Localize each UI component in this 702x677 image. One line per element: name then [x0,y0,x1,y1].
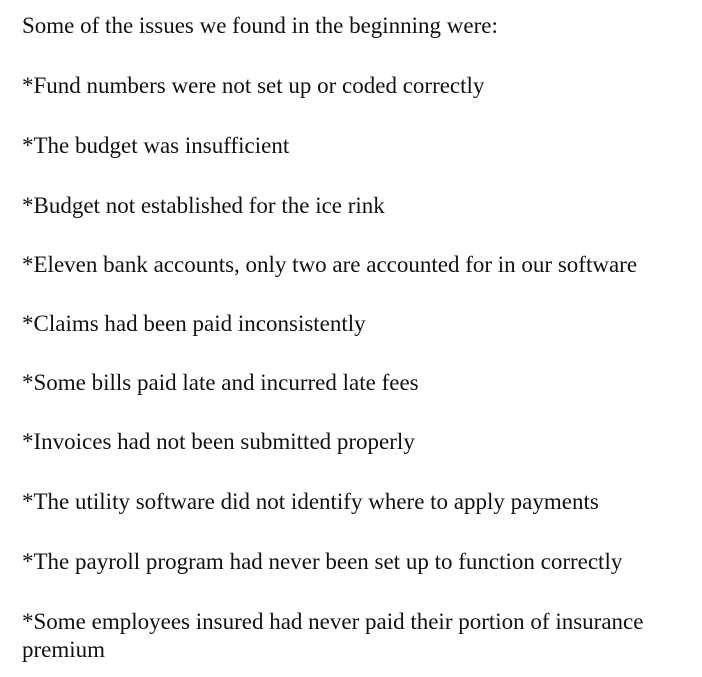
issue-text: Claims had been paid inconsistently [33,311,366,336]
issue-text: Some employees insured had never paid their portion of insurance premium [22,609,644,662]
list-item [22,428,415,456]
bullet-marker: * [22,193,34,218]
bullet-marker: * [22,429,34,454]
bullet-marker: * [22,489,34,514]
list-item [22,310,366,338]
list-item [22,488,599,516]
bullet-marker: * [22,252,34,277]
bullet-marker: * [22,311,34,336]
list-item [22,132,289,160]
bullet-marker: * [22,609,34,634]
list-item [22,251,637,279]
list-item [22,608,692,664]
list-item [22,548,622,576]
list-item [22,72,484,100]
bullet-marker: * [22,549,34,574]
issue-text: Eleven bank accounts, only two are accounted for in our software [33,252,638,277]
bullet-marker: * [22,73,34,98]
bullet-marker: * [22,370,34,395]
issue-text: Invoices had not been submitted properly [33,429,415,454]
issue-text: The budget was insufficient [33,133,290,158]
issue-text: Some bills paid late and incurred late fees [33,370,419,395]
intro-text: Some of the issues we found in the beginning were: [22,13,498,38]
issue-text: Budget not established for the ice rink [33,193,385,218]
list-item [22,192,385,220]
bullet-marker: * [22,133,34,158]
issue-text: The payroll program had never been set up to function correctly [33,549,623,574]
list-item [22,369,419,397]
issue-text: The utility software did not identify where to apply payments [33,489,599,514]
issue-text: Fund numbers were not set up or coded correctly [33,73,485,98]
